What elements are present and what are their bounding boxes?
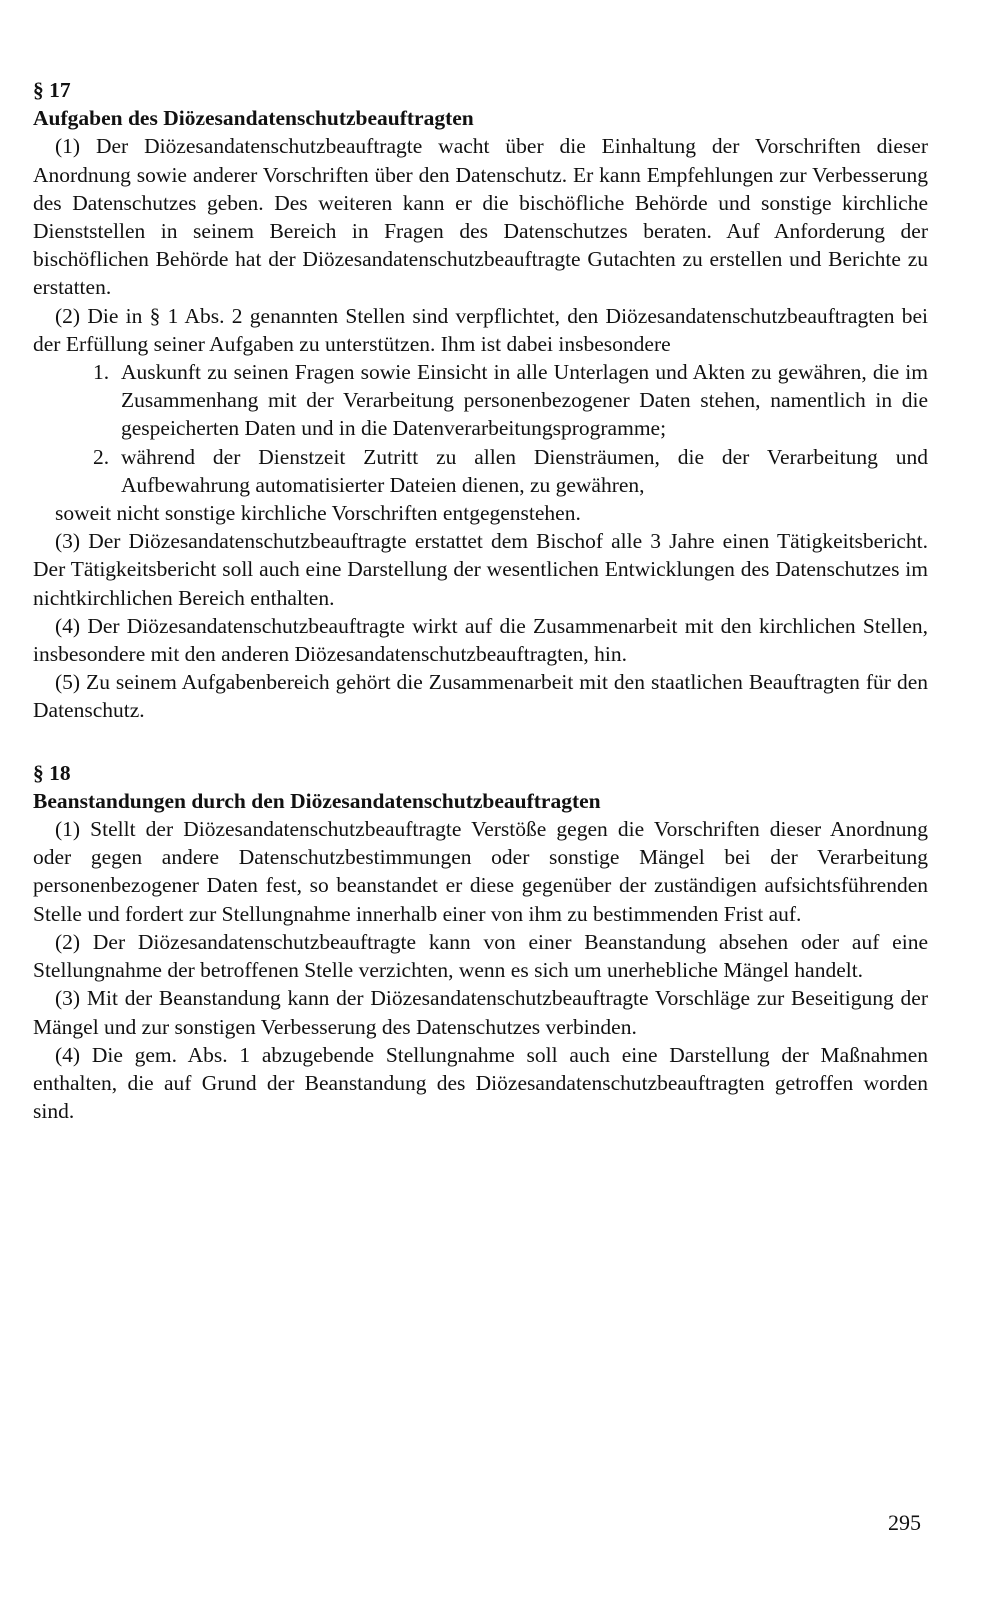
enumerated-list xyxy=(33,358,928,499)
paragraph-1: (1) Der Diözesandatenschutzbeauftragte wacht über die Einhaltung der Vorschriften dieser Anordnung sowie anderer Vorschriften über den Datenschutz. Er kann Empfehlungen zur Verbesserung des Datenschutzes geben. Des weiteren kann er die bischöfliche Behörde und sonstige kirchliche Dienststellen in seinem Bereich in Fragen des Datenschutzes beraten. Auf Anforderung der bischöflichen Behörde hat der Diözesandatenschutzbeauftragte Gutachten zu erstellen und Berichte zu erstatten. xyxy=(33,134,928,300)
paragraph-3: (3) Mit der Beanstandung kann der Diözesandatenschutzbeauftragte Vorschläge zur Beseitigung der Mängel und zur sonstigen Verbesserung des Datenschutzes verbinden. xyxy=(33,986,928,1039)
section-title: Beanstandungen durch den Diözesandatenschutzbeauftragten xyxy=(33,788,601,813)
paragraph-4: (4) Der Diözesandatenschutzbeauftragte wirkt auf die Zusammenarbeit mit den kirchlichen Stellen, insbesondere mit den anderen Diözesandatenschutzbeauftragten, hin. xyxy=(33,613,928,667)
page-number: 295 xyxy=(888,1510,921,1535)
paragraph-1: (1) Stellt der Diözesandatenschutzbeauftragte Verstöße gegen die Vorschriften dieser Anordnung oder gegen andere Datenschutzbestimmungen oder sonstige Mängel bei der Verarbeitung personenbezogener Daten fest, so beanstandet er diese gegenüber der zuständigen aufsichtsführenden Stelle und fordert zur Stellungnahme innerhalb einer von ihm zu bestimmenden Frist auf. xyxy=(33,817,928,926)
paragraph-2: (2) Die in § 1 Abs. 2 genannten Stellen sind verpflichtet, den Diözesandatenschutzbeauftragten bei der Erfüllung seiner Aufgaben zu unterstützen. Ihm ist dabei insbesondere xyxy=(33,303,928,356)
paragraph-5: (5) Zu seinem Aufgabenbereich gehört die Zusammenarbeit mit den staatlichen Beauftragten für den Datenschutz. xyxy=(33,670,928,723)
list-item-number: 1. xyxy=(93,360,110,385)
list-item xyxy=(33,443,928,499)
list-item xyxy=(33,358,928,443)
section-title: Aufgaben des Diözesandatenschutzbeauftragten xyxy=(33,106,474,131)
section-17 xyxy=(33,76,928,725)
paragraph-2-continuation: soweit nicht sonstige kirchliche Vorschriften entgegenstehen. xyxy=(55,501,581,526)
document-page xyxy=(33,76,928,1125)
paragraph-3: (3) Der Diözesandatenschutzbeauftragte erstattet dem Bischof alle 3 Jahre einen Tätigkeitsbericht. Der Tätigkeitsbericht soll auch eine Darstellung der wesentlichen Entwicklungen des Datenschutzes im nichtkirchlichen Bereich enthalten. xyxy=(33,529,928,610)
section-spacer xyxy=(33,725,928,759)
paragraph-2: (2) Der Diözesandatenschutzbeauftragte kann von einer Beanstandung absehen oder auf eine Stellungnahme der betroffenen Stelle verzichten, wenn es sich um unerhebliche Mängel handelt. xyxy=(33,929,928,983)
list-item-text: während der Dienstzeit Zutritt zu allen Diensträumen, die der Verarbeitung und Aufbewahrung automatisierter Dateien dienen, zu gewähren, xyxy=(121,444,928,497)
section-number: § 17 xyxy=(33,78,71,102)
list-item-text: Auskunft zu seinen Fragen sowie Einsicht in alle Unterlagen und Akten zu gewähren, die im Zusammenhang mit der Verarbeitung personenbezogener Daten stehen, namentlich in die gespeicherten Daten und in die Datenverarbeitungsprogramme; xyxy=(121,360,928,441)
section-18 xyxy=(33,759,928,1126)
section-number: § 18 xyxy=(33,760,71,785)
paragraph-4: (4) Die gem. Abs. 1 abzugebende Stellungnahme soll auch eine Darstellung der Maßnahmen enthalten, die auf Grund der Beanstandung des Diözesandatenschutzbeauftragten getroffen worden sind. xyxy=(33,1042,928,1124)
list-item-number: 2. xyxy=(93,444,110,469)
